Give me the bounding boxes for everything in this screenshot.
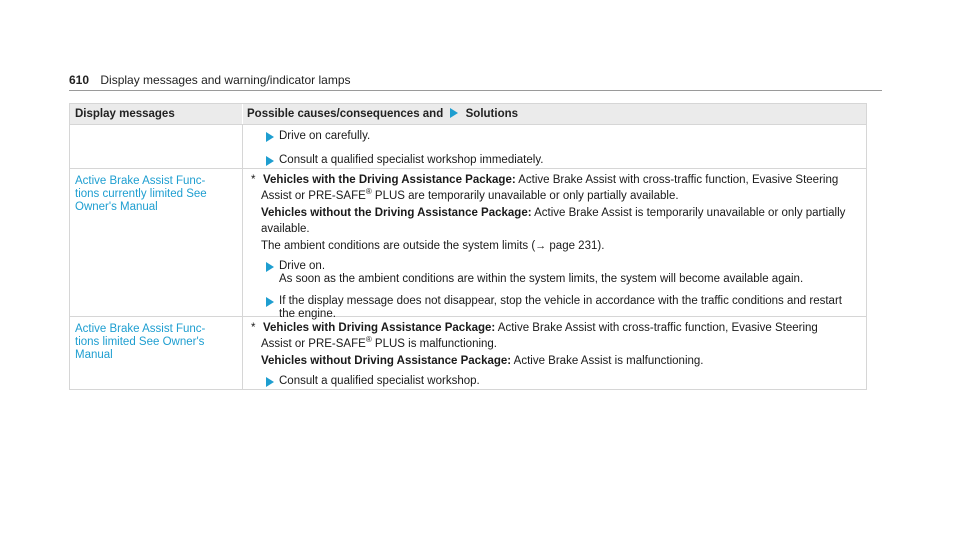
solution-cell: [242, 317, 866, 389]
step-arrow-icon: [266, 156, 274, 166]
solution-cell: [242, 169, 866, 320]
solution-step: Drive on carefully.: [247, 130, 860, 143]
condition-paragraph: Vehicles without Driving Assistance Package: Active Brake Assist is malfunctioning.: [261, 355, 704, 367]
column-header-causes-solutions: Possible causes/consequences and Solutions: [242, 104, 866, 124]
solution-step: If the display message does not disappear, stop the vehicle in accordance with the traffic conditions and restart the engine.: [247, 295, 860, 321]
message-cell: [70, 169, 242, 316]
message-cell: [70, 317, 242, 389]
step-arrow-icon: [266, 297, 274, 307]
page-section-title: Display messages and warning/indicator lamps: [100, 73, 351, 87]
solution-step: Consult a qualified specialist workshop.: [247, 375, 860, 388]
limits-paragraph: The ambient conditions are outside the system limits (→ page 231).: [261, 240, 605, 252]
step-arrow-icon: [266, 377, 274, 387]
solution-step: Drive on. As soon as the ambient conditions are within the system limits, the system will become available again.: [247, 260, 860, 286]
condition-paragraph: * Vehicles with Driving Assistance Package: Active Brake Assist with cross-traffic function, Evasive Steering Assist or PRE-SAFE® PLUS is malfunctioning.: [251, 322, 818, 350]
solution-cell: [242, 125, 866, 168]
display-message-text: Active Brake Assist Func- tions limited See Owner's Manual: [75, 323, 206, 361]
table-row: [70, 168, 866, 320]
table-row: [70, 124, 866, 168]
step-arrow-icon: [266, 262, 274, 272]
page-header: [69, 72, 882, 91]
message-cell: [70, 125, 242, 168]
page-reference-link[interactable]: page 231).: [546, 240, 605, 252]
column-header-display-messages: Display messages: [75, 108, 175, 120]
condition-paragraph: * Vehicles with the Driving Assistance Package: Active Brake Assist with cross-traffic function, Evasive Steering Assist or PRE-SAFE® PLUS are temporarily unavailable or only partially available.: [251, 174, 839, 202]
table-header-row: [70, 104, 866, 124]
step-arrow-icon: [266, 132, 274, 142]
condition-paragraph: Vehicles without the Driving Assistance Package: Active Brake Assist is temporarily unavailable or only partially available.: [261, 207, 846, 235]
page-number: 610: [69, 73, 90, 87]
display-message-text: Active Brake Assist Func- tions currently limited See Owner's Manual: [75, 175, 207, 213]
display-messages-table: [69, 103, 867, 390]
table-row: [70, 316, 866, 389]
solution-step: Consult a qualified specialist workshop immediately.: [247, 154, 860, 167]
page-reference-arrow-icon: →: [535, 240, 547, 252]
solution-arrow-icon: [450, 108, 458, 118]
